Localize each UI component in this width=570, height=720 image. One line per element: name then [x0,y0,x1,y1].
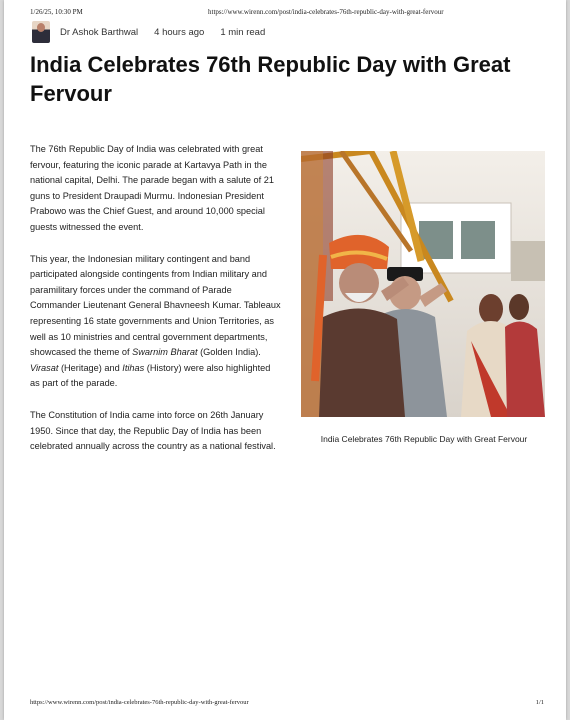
print-timestamp: 1/26/25, 10:30 PM [30,8,83,16]
paragraph-1: The 76th Republic Day of India was celebrated with great fervour, featuring the iconic parade at Kartavya Path in the national capital, Delhi. The parade began with a salute of 21 guns to President Draupadi Murmu. Indonesian President Prabowo was the Chief Guest, and around 10,000 special guests witnessed the event. [30,144,274,232]
byline [32,20,281,44]
paragraph-2-text: This year, the Indonesian military contingent and band participated alongside contingents from Indian military and paramilitary forces under the command of Parade Commander Lieutenant General Bhavneesh Kumar. Tableaux representing 16 state governments and Union Territories, as well as 10 ministries and central government departments, showcased the theme of [30,253,281,358]
author-name[interactable]: Dr Ashok Barthwal [60,26,139,38]
page-number: 1/1 [535,699,544,706]
image-caption: India Celebrates 76th Republic Day with Great Fervour [320,434,528,444]
print-header-url[interactable]: https://www.wirenn.com/post/india-celebrates-76th-republic-day-with-great-fervour [208,8,444,16]
term-virasat: Virasat [30,362,59,373]
article-photo [301,151,545,417]
term-swarnim-bharat: Swarnim Bharat [132,347,198,358]
article-title: India Celebrates 76th Republic Day with Great Fervour [30,52,511,106]
print-footer-url[interactable]: https://www.wirenn.com/post/india-celebrates-76th-republic-day-with-great-fervour [30,699,249,706]
paragraph-2-text: (Heritage) and [58,362,123,373]
parade-salute-photo [301,151,545,417]
paragraph-2-text: (History) were also highlighted as part of the parade. [30,362,271,389]
paragraph-3: The Constitution of India came into force on 26th January 1950. Since that day, the Republic Day of India has been celebrated annually across the country as a national festival. [30,409,276,452]
post-time: 4 hours ago [154,26,205,38]
paragraph-2 [30,252,282,392]
author-avatar[interactable] [32,21,50,43]
printed-page [4,0,566,720]
article-body [30,142,282,471]
print-footer [30,699,544,706]
paragraph-2-text: (Golden India). [197,347,261,358]
read-time: 1 min read [220,26,266,38]
term-itihas: Itihas [122,362,145,373]
